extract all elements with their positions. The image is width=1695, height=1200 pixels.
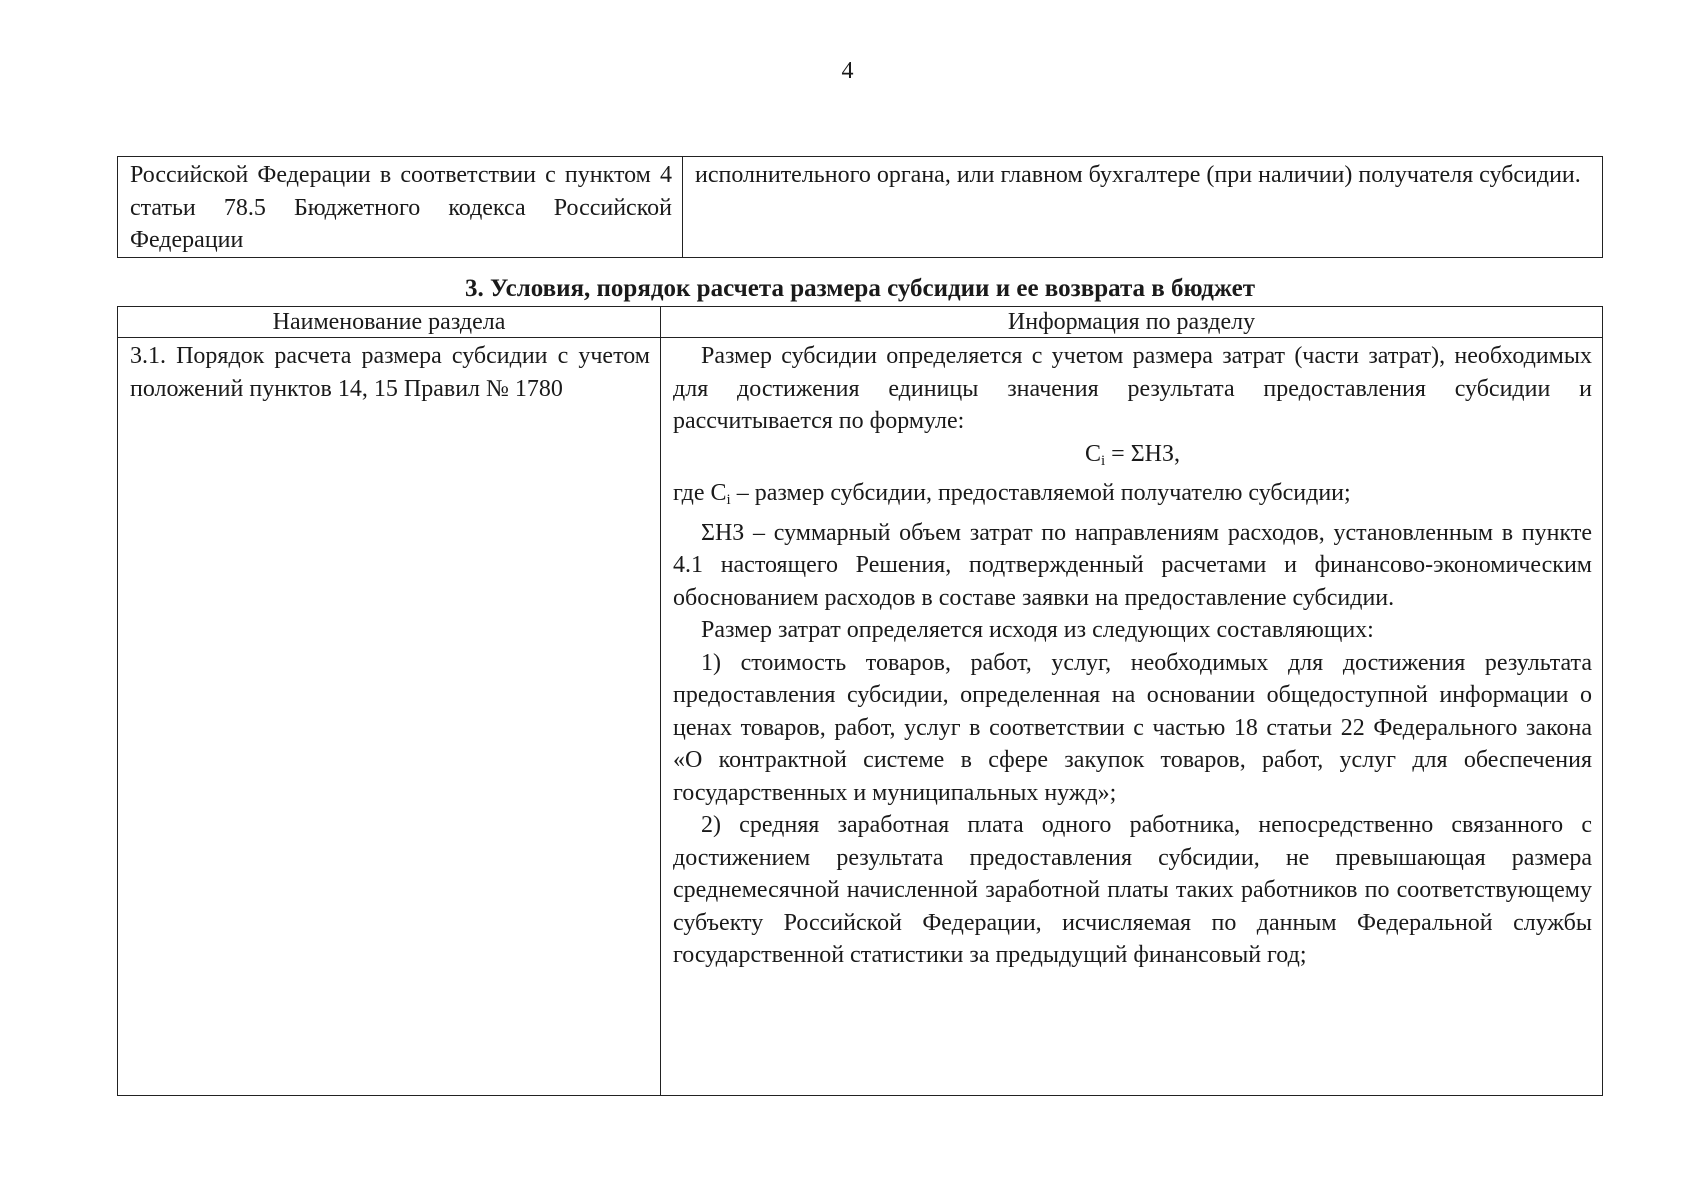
continuation-table: [117, 156, 1603, 258]
section-name-text: 3.1. Порядок расчета размера субсидии с учетом положений пунктов 14, 15 Правил № 1780: [130, 343, 650, 402]
section-heading: 3. Условия, порядок расчета размера субсидии и ее возврата в бюджет: [464, 275, 1256, 302]
paragraph-where: [673, 477, 1592, 517]
paragraph-item-1: 1) стоимость товаров, работ, услуг, необходимых для достижения результата предоставления субсидии, определенная на основании общедоступной информации о ценах товаров, работ, услуг в соответствии с частью 18 статьи 22 Федерального закона «О контрактной системе в сфере закупок товаров, работ, услуг для обеспечения государственных и муниципальных нужд»;: [673, 649, 1592, 806]
formula-subscript: i: [1100, 452, 1106, 469]
column-header-section-info: Информация по разделу: [661, 307, 1603, 338]
column-header-section-name: Наименование раздела: [118, 307, 661, 338]
table-row: [118, 157, 1603, 258]
table-row: [118, 338, 1603, 1096]
formula-rhs: = ΣНЗ,: [1105, 440, 1181, 467]
section-name-cell: [118, 338, 661, 1096]
section-table: [117, 306, 1603, 1096]
where-text: – размер субсидии, предоставляемой получателю субсидии;: [730, 480, 1351, 506]
paragraph-intro: Размер субсидии определяется с учетом размера затрат (части затрат), необходимых для достижения единицы значения результата предоставления субсидии и рассчитывается по формуле:: [673, 343, 1592, 434]
where-prefix: где C: [673, 480, 727, 506]
continuation-left-cell: Российской Федерации в соответствии с пунктом 4 статьи 78.5 Бюджетного кодекса Российской Федерации: [118, 157, 683, 258]
paragraph-item-2: 2) средняя заработная плата одного работника, непосредственно связанного с достижением результата предоставления субсидии, не превышающая размера среднемесячной начисленной заработной платы таких работников по соответствующему субъекту Российской Федерации, исчисляемая по данным Федеральной службы государственной статистики за предыдущий финансовый год;: [673, 812, 1592, 968]
where-subscript: i: [726, 492, 731, 508]
formula: [673, 438, 1592, 478]
paragraph-components: Размер затрат определяется исходя из следующих составляющих:: [701, 617, 1374, 643]
paragraph-sum: ΣНЗ – суммарный объем затрат по направлениям расходов, установленным в пункте 4.1 настоящего Решения, подтвержденный расчетами и финансово-экономическим обоснованием расходов в составе заявки на предоставление субсидии.: [673, 519, 1592, 611]
table-header-row: [118, 307, 1603, 338]
section-info-cell: [661, 338, 1603, 1096]
continuation-right-cell: исполнительного органа, или главном бухгалтере (при наличии) получателя субсидии.: [683, 157, 1603, 258]
page-number: 4: [841, 58, 854, 84]
formula-lhs: C: [1084, 440, 1101, 467]
